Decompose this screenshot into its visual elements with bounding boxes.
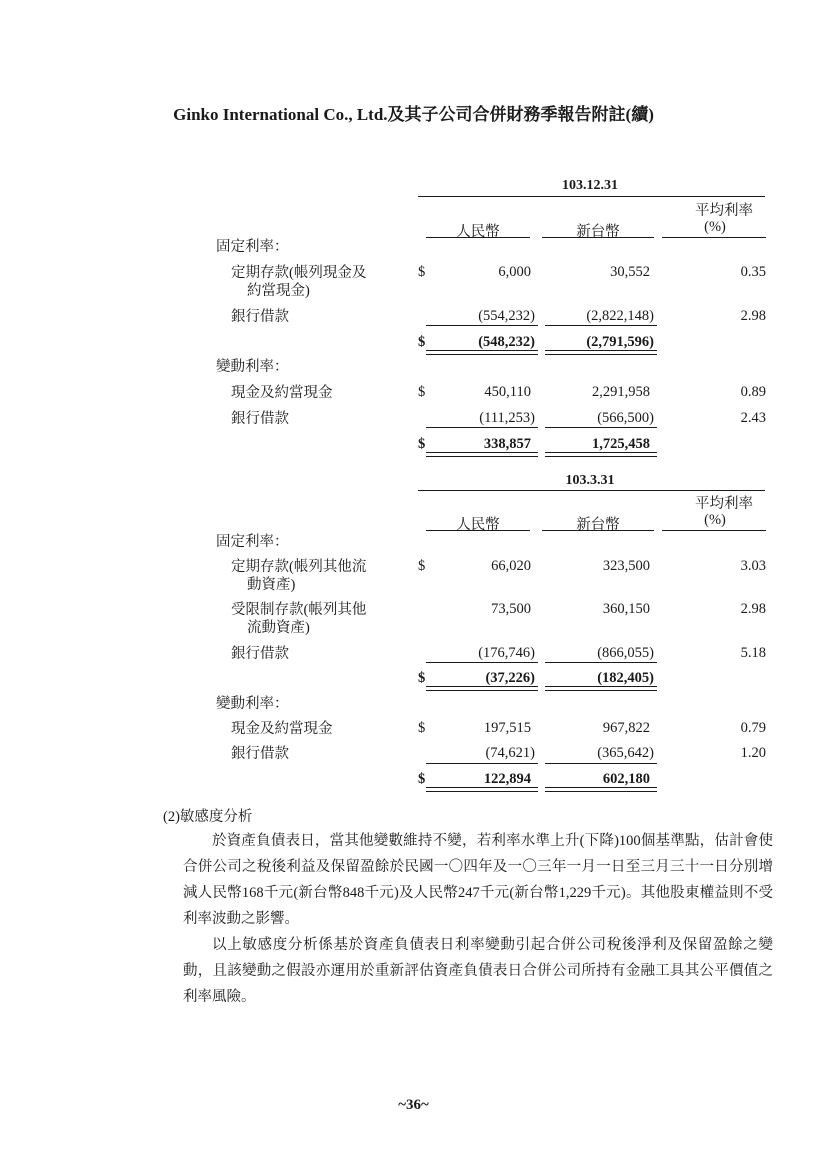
variable-total-rmb: 338,857 <box>483 436 531 452</box>
rmb-value: (176,746) <box>478 645 535 661</box>
row-label: 受限制存款(帳列其他 <box>231 602 367 618</box>
fixed-rate-label: 固定利率： <box>216 534 289 550</box>
subtotal-rule <box>545 325 657 326</box>
rmb-header: 人民幣 <box>456 224 500 240</box>
total-double-rule <box>545 350 657 355</box>
twd-value: (365,642) <box>597 745 654 761</box>
row-label: 銀行借款 <box>231 411 289 427</box>
fixed-total-twd: (2,791,596) <box>586 334 654 350</box>
rate-header-rule <box>662 237 766 238</box>
rmb-header-rule <box>426 530 530 531</box>
sensitivity-paragraph-1: 於資產負債表日，當其他變數維持不變，若利率水準上升(下降)100個基準點，估計會使合併公司之稅後利益及保留盈餘於民國一〇四年及一〇三年一月一日至三月三十一日分別增減人民幣168千元(新台幣848千元)及人民幣247千元(新台幣1,229千元)。其他股東權益則不受利率波動之影響。 <box>183 833 773 927</box>
subtotal-rule <box>426 325 538 326</box>
subtotal-rule <box>545 763 657 764</box>
rmb-value: 6,000 <box>498 264 531 280</box>
row-label: 銀行借款 <box>231 646 289 662</box>
rate-header-line1: 平均利率 <box>695 496 753 512</box>
page-number: ~36~ <box>398 1097 429 1113</box>
dollar-sign: $ <box>418 720 426 736</box>
rmb-value: 73,500 <box>491 601 531 617</box>
row-label-cont: 動資產) <box>247 577 296 593</box>
row-label-cont: 約當現金) <box>247 283 310 299</box>
twd-value: 360,150 <box>602 601 650 617</box>
rmb-value: (554,232) <box>478 308 535 324</box>
rate-value: 2.98 <box>740 308 766 324</box>
twd-value: (866,055) <box>597 645 654 661</box>
period-header: 103.12.31 <box>562 178 618 193</box>
rmb-header-rule <box>426 237 530 238</box>
row-label: 現金及約當現金 <box>231 385 333 401</box>
rate-value: 3.03 <box>740 558 766 574</box>
twd-header: 新台幣 <box>576 517 620 533</box>
total-double-rule <box>426 350 538 355</box>
total-double-rule <box>545 686 657 691</box>
row-label: 定期存款(帳列其他流 <box>231 559 367 575</box>
dollar-sign: $ <box>418 334 426 350</box>
twd-value: 323,500 <box>602 558 650 574</box>
row-label: 銀行借款 <box>231 309 289 325</box>
rate-value: 0.79 <box>740 720 766 736</box>
total-double-rule <box>545 452 657 457</box>
twd-value: (566,500) <box>597 410 654 426</box>
total-double-rule <box>426 452 538 457</box>
fixed-total-rmb: (548,232) <box>478 334 535 350</box>
variable-total-twd: 1,725,458 <box>592 436 650 452</box>
row-label: 銀行借款 <box>231 746 289 762</box>
rate-header-line2: (%) <box>704 219 726 235</box>
row-label-cont: 流動資產) <box>247 620 310 636</box>
rmb-value: 66,020 <box>491 558 531 574</box>
row-label: 定期存款(帳列現金及 <box>231 265 367 281</box>
subtotal-rule <box>426 763 538 764</box>
rate-value: 2.98 <box>740 601 766 617</box>
total-double-rule <box>426 787 538 792</box>
twd-value: (2,822,148) <box>586 308 654 324</box>
twd-header: 新台幣 <box>576 224 620 240</box>
fixed-total-twd: (182,405) <box>597 670 654 686</box>
twd-value: 30,552 <box>610 264 650 280</box>
subtotal-rule <box>426 662 538 663</box>
rmb-value: 197,515 <box>483 720 531 736</box>
rate-header-line1: 平均利率 <box>695 203 753 219</box>
rate-value: 0.35 <box>740 264 766 280</box>
total-double-rule <box>545 787 657 792</box>
rate-value: 1.20 <box>740 745 766 761</box>
subtotal-rule <box>545 427 657 428</box>
fixed-total-rmb: (37,226) <box>485 670 535 686</box>
variable-rate-label: 變動利率： <box>216 696 289 712</box>
dollar-sign: $ <box>418 670 426 686</box>
rate-header-rule <box>662 530 766 531</box>
period-rule <box>418 196 765 197</box>
rate-value: 0.89 <box>740 384 766 400</box>
rmb-value: (111,253) <box>479 410 535 426</box>
section-heading: (2)敏感度分析 <box>163 809 253 825</box>
dollar-sign: $ <box>418 436 426 452</box>
twd-value: 2,291,958 <box>592 384 650 400</box>
twd-header-rule <box>542 530 654 531</box>
variable-rate-label: 變動利率： <box>216 359 289 375</box>
dollar-sign: $ <box>418 264 426 280</box>
twd-value: 967,822 <box>602 720 650 736</box>
period-header: 103.3.31 <box>565 473 615 488</box>
dollar-sign: $ <box>418 558 426 574</box>
subtotal-rule <box>545 662 657 663</box>
fixed-rate-label: 固定利率： <box>216 239 289 255</box>
twd-header-rule <box>542 237 654 238</box>
sensitivity-paragraph-2: 以上敏感度分析係基於資產負債表日利率變動引起合併公司稅後淨利及保留盈餘之變動，且該變動之假設亦運用於重新評估資產負債表日合併公司所持有金融工具其公平價值之利率風險。 <box>183 937 773 1005</box>
rate-value: 2.43 <box>740 410 766 426</box>
rmb-header: 人民幣 <box>456 517 500 533</box>
report-title: Ginko International Co., Ltd.及其子公司合併財務季報告附註(續) <box>173 105 654 124</box>
dollar-sign: $ <box>418 771 426 787</box>
rmb-value: (74,621) <box>485 745 535 761</box>
dollar-sign: $ <box>418 384 426 400</box>
rmb-value: 450,110 <box>484 384 531 400</box>
rate-value: 5.18 <box>740 645 766 661</box>
period-rule <box>418 490 765 491</box>
total-double-rule <box>426 686 538 691</box>
row-label: 現金及約當現金 <box>231 721 333 737</box>
variable-total-rmb: 122,894 <box>483 771 531 787</box>
rate-header-line2: (%) <box>704 512 726 528</box>
sensitivity-text <box>183 828 773 1010</box>
variable-total-twd: 602,180 <box>602 771 650 787</box>
subtotal-rule <box>426 427 538 428</box>
